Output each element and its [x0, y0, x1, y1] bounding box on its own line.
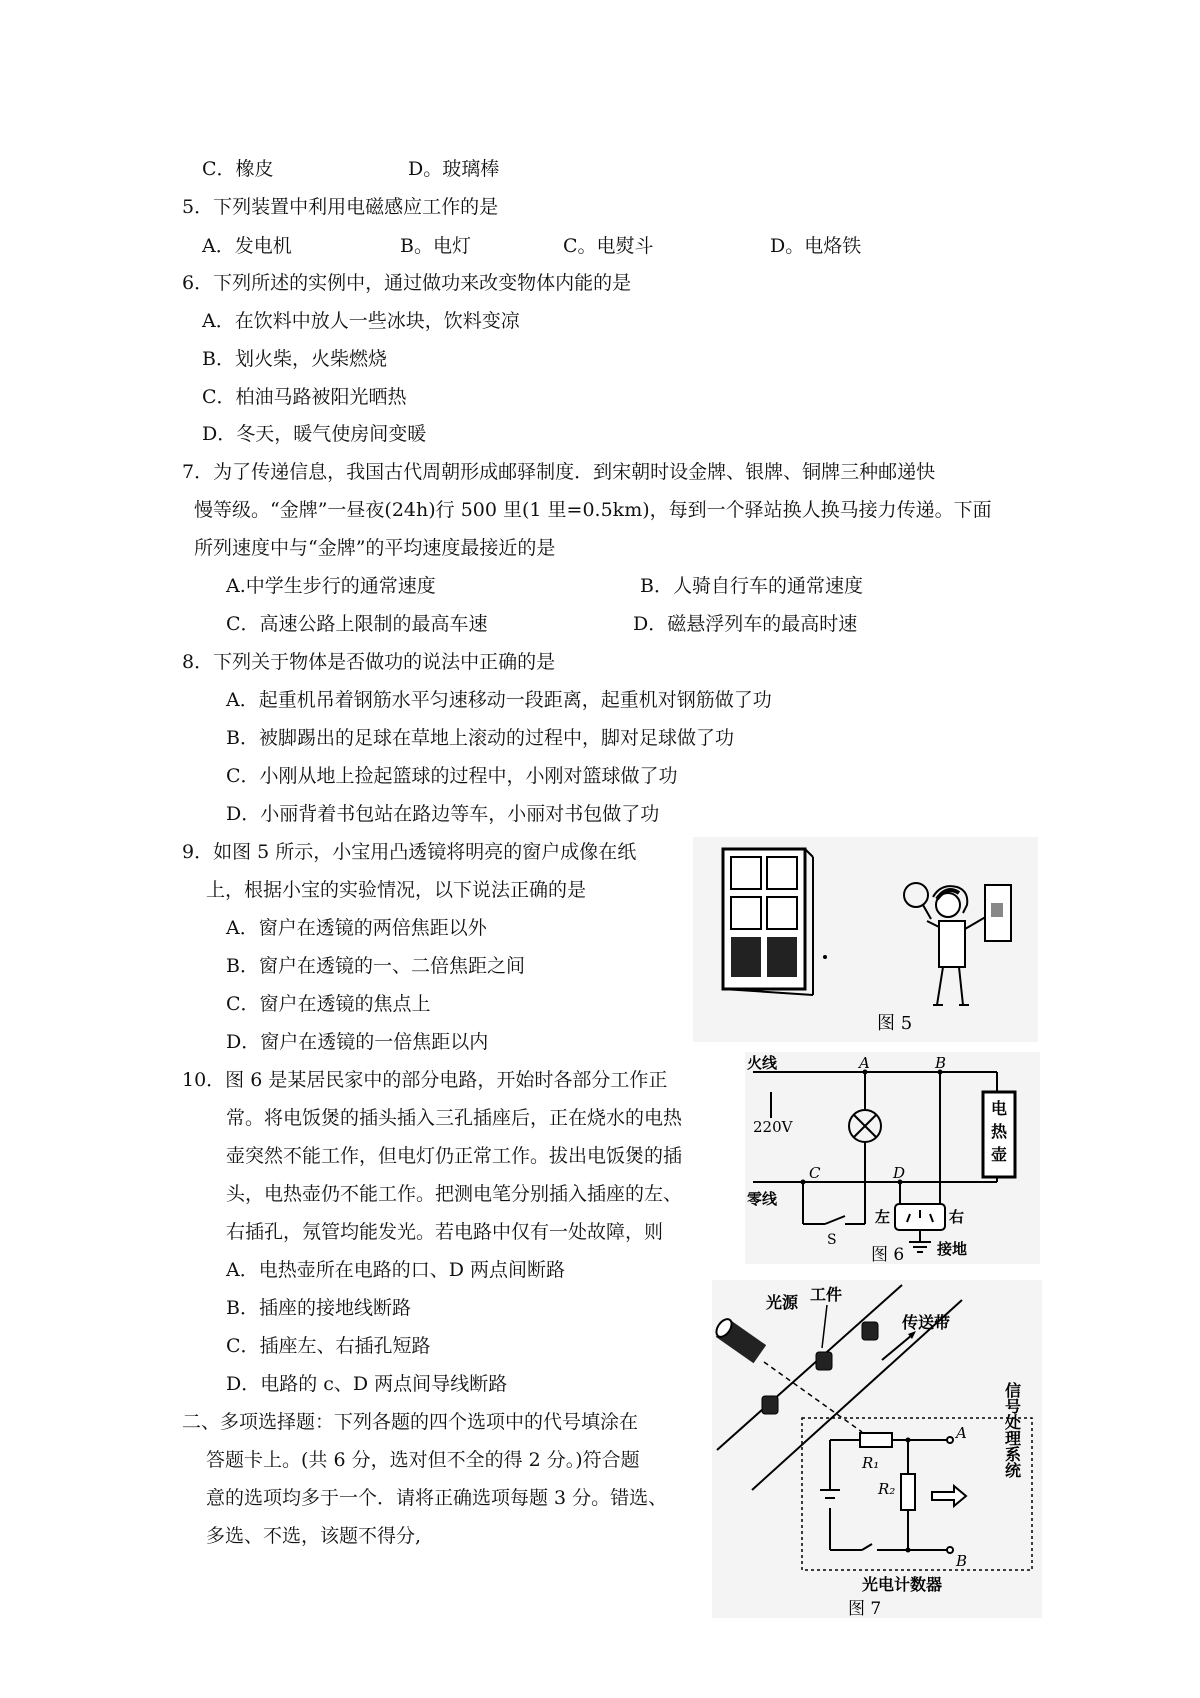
counter-label: 光电计数器 — [862, 1575, 943, 1594]
section2-line2: 答题卡上。(共 6 分，选对但不全的得 2 分。)符合题 — [206, 1449, 640, 1471]
q10-stem-line3: 壶突然不能工作，但电灯仍正常工作。拔出电饭煲的插 — [226, 1145, 683, 1167]
q5-option-b: B。电灯 — [400, 235, 471, 257]
dot-mark — [823, 955, 827, 959]
socket-left-label: 左 — [875, 1208, 891, 1226]
q9-option-c: C．窗户在透镜的焦点上 — [226, 993, 431, 1015]
workpiece-label: 工件 — [810, 1285, 843, 1304]
point-b-label: B — [935, 1054, 947, 1072]
q9-option-b: B．窗户在透镜的一、二倍焦距之间 — [226, 955, 525, 977]
q4-option-d: D。玻璃棒 — [408, 158, 500, 180]
figure-7 — [712, 1280, 1042, 1618]
q9-option-d: D．窗户在透镜的一倍焦距以内 — [226, 1031, 489, 1053]
q6-stem: 6．下列所述的实例中，通过做功来改变物体内能的是 — [182, 272, 632, 294]
q6-option-c: C．柏油马路被阳光晒热 — [202, 386, 407, 408]
q7-option-c: C．高速公路上限制的最高车速 — [226, 613, 488, 635]
socket-right-label: 右 — [949, 1208, 965, 1226]
resistor-r2-label: R₂ — [878, 1480, 896, 1498]
q7-option-d: D．磁悬浮列车的最高时速 — [633, 613, 858, 635]
light-source-label: 光源 — [766, 1293, 799, 1312]
boy-with-lens-illustration — [904, 883, 1011, 1005]
ground-label: 接地 — [937, 1240, 968, 1258]
conveyor-belt-label: 传送带 — [902, 1313, 951, 1332]
figure-5 — [693, 837, 1038, 1042]
point-c-label: C — [809, 1164, 821, 1182]
q8-option-c: C．小刚从地上捡起篮球的过程中，小刚对篮球做了功 — [226, 765, 678, 787]
terminal-a-label: A — [956, 1424, 967, 1442]
svg-text:热: 热 — [990, 1122, 1008, 1141]
lamp-symbol — [849, 1110, 881, 1142]
signal-system-label: 信号处理系统 — [1002, 1382, 1022, 1478]
section2-line1: 二、多项选择题：下列各题的四个选项中的代号填涂在 — [182, 1411, 639, 1433]
q10-stem-line1: 10．图 6 是某居民家中的部分电路，开始时各部分工作正 — [182, 1069, 668, 1091]
workpiece-icons — [762, 1322, 878, 1414]
q8-stem: 8．下列关于物体是否做功的说法中正确的是 — [182, 651, 556, 673]
figure-6 — [745, 1052, 1040, 1264]
q10-stem-line5: 右插孔，氖管均能发光。若电路中仅有一处故障，则 — [226, 1221, 664, 1243]
switch-s-label: S — [827, 1232, 837, 1248]
q9-stem-line2: 上，根据小宝的实验情况，以下说法正确的是 — [206, 879, 587, 901]
section2-line4: 多选、不选，该题不得分, — [206, 1525, 422, 1547]
q4-option-c: C．橡皮 — [202, 158, 274, 180]
q7-option-b: B．人骑自行车的通常速度 — [640, 575, 863, 597]
resistor-r1-label: R₁ — [862, 1454, 880, 1472]
q10-stem-line4: 头，电热壶仍不能工作。把测电笔分别插入插座的左、 — [226, 1183, 683, 1205]
q10-option-c: C．插座左、右插孔短路 — [226, 1335, 431, 1357]
q7-stem-line2: 慢等级。“金牌”一昼夜(24h)行 500 里(1 里=0.5km)，每到一个驿站换人换马接力传递。下面 — [194, 499, 992, 521]
q5-option-a: A．发电机 — [202, 235, 292, 257]
figure-7-caption: 图 7 — [848, 1599, 882, 1618]
photoelectric-counter-box — [802, 1381, 1032, 1570]
q10-stem-line2: 常。将电饭煲的插头插入三孔插座后，正在烧水的电热 — [226, 1107, 683, 1129]
section2-line3: 意的选项均多于一个．请将正确选项每题 3 分。错选、 — [206, 1487, 668, 1509]
figure-5-caption: 图 5 — [877, 1013, 913, 1034]
point-d-label: D — [893, 1164, 906, 1182]
q10-option-a: A．电热壶所在电路的口、D 两点间断路 — [226, 1259, 565, 1281]
q8-option-a: A．起重机吊着钢筋水平匀速移动一段距离，起重机对钢筋做了功 — [226, 689, 772, 711]
figure-6-caption: 图 6 — [871, 1245, 905, 1264]
q8-option-b: B．被脚踢出的足球在草地上滚动的过程中，脚对足球做了功 — [226, 727, 734, 749]
q10-option-d: D．电路的 c、D 两点间导线断路 — [226, 1373, 508, 1395]
voltage-label: 220V — [753, 1118, 793, 1136]
svg-text:电: 电 — [990, 1099, 1008, 1118]
light-source-icon — [713, 1316, 766, 1363]
q7-stem-line1: 7．为了传递信息，我国古代周朝形成邮驿制度．到宋朝时设金牌、银牌、铜牌三种邮递快 — [182, 461, 936, 483]
q6-option-d: D．冬天，暖气使房间变暖 — [202, 423, 427, 445]
q6-option-a: A．在饮料中放人一些冰块，饮料变凉 — [202, 310, 520, 332]
q9-option-a: A．窗户在透镜的两倍焦距以外 — [226, 917, 487, 939]
neutral-wire-label: 零线 — [747, 1190, 778, 1208]
kettle-symbol — [983, 1092, 1015, 1177]
point-a-label: A — [859, 1054, 870, 1072]
q7-option-a: A.中学生步行的通常速度 — [226, 575, 436, 597]
q5-option-c: C。电熨斗 — [563, 235, 654, 257]
q8-option-d: D．小丽背着书包站在路边等车，小丽对书包做了功 — [226, 803, 660, 825]
socket-symbol — [895, 1204, 945, 1230]
q6-option-b: B．划火柴，火柴燃烧 — [202, 348, 387, 370]
q7-stem-line3: 所列速度中与“金牌”的平均速度最接近的是 — [194, 537, 556, 559]
q10-option-b: B．插座的接地线断路 — [226, 1297, 411, 1319]
q5-option-d: D。电烙铁 — [770, 235, 862, 257]
terminal-b-label: B — [956, 1552, 968, 1570]
q9-stem-line1: 9．如图 5 所示，小宝用凸透镜将明亮的窗户成像在纸 — [182, 841, 637, 863]
q5-stem: 5．下列装置中利用电磁感应工作的是 — [182, 196, 499, 218]
fire-wire-label: 火线 — [747, 1054, 778, 1072]
window-illustration — [723, 849, 813, 995]
svg-text:壶: 壶 — [990, 1145, 1008, 1164]
light-beam — [764, 1362, 862, 1432]
